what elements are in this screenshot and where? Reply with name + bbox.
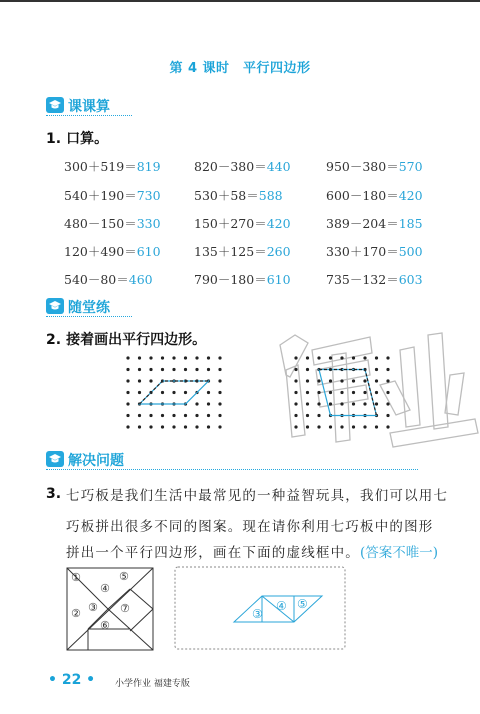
grid-dot xyxy=(149,425,152,428)
tangram-label-7: ⑦ xyxy=(120,602,130,615)
grid-dot xyxy=(294,414,297,417)
question-title: 口算。 xyxy=(66,131,109,147)
grid-dot xyxy=(195,402,198,405)
calc-answer: 420 xyxy=(266,216,291,231)
grid-dot xyxy=(363,425,366,428)
grid-dot xyxy=(317,391,320,394)
grid-dot xyxy=(195,425,198,428)
calc-answer: 420 xyxy=(398,188,423,203)
question-number: 3. xyxy=(46,486,62,502)
tangram-label-1: ① xyxy=(71,571,81,584)
grid-dot xyxy=(195,368,198,371)
grid-dot xyxy=(138,356,141,359)
grid-dot xyxy=(149,379,152,382)
grid-dot xyxy=(386,414,389,417)
question-text: 拼出一个平行四边形，画在下面的虚线框中。 xyxy=(66,545,360,561)
calc-answer: 730 xyxy=(136,188,161,203)
grid-dot xyxy=(149,368,152,371)
grid-dot xyxy=(340,356,343,359)
grid-dot xyxy=(138,425,141,428)
grid-dot xyxy=(218,356,221,359)
grid-dot xyxy=(138,379,141,382)
grid-dot xyxy=(317,356,320,359)
grid-dot xyxy=(375,356,378,359)
grid-dot xyxy=(161,391,164,394)
grid-dot xyxy=(306,402,309,405)
grid-dot xyxy=(363,402,366,405)
grid-dot xyxy=(352,402,355,405)
grid-dot xyxy=(317,425,320,428)
calc-expression: 300＋519＝ xyxy=(64,159,137,174)
grid-dot xyxy=(138,414,141,417)
grid-dot xyxy=(294,391,297,394)
grid-dot xyxy=(375,379,378,382)
grid-dot xyxy=(184,414,187,417)
grid-dot xyxy=(184,368,187,371)
grid-dot xyxy=(386,425,389,428)
calc-expression: 820－380＝ xyxy=(194,159,267,174)
grid-dot xyxy=(161,368,164,371)
grid-dot xyxy=(306,368,309,371)
given-sides-right xyxy=(319,370,377,416)
grid-dot xyxy=(340,391,343,394)
grid-dot xyxy=(329,425,332,428)
calc-answer: 610 xyxy=(136,244,161,259)
grid-dot xyxy=(126,391,129,394)
calc-expression: 540＋190＝ xyxy=(64,188,137,203)
grid-dot xyxy=(126,414,129,417)
calc-answer: 819 xyxy=(136,159,161,174)
grid-dot xyxy=(306,425,309,428)
grid-dot xyxy=(218,391,221,394)
tangram-label-3: ③ xyxy=(88,601,98,614)
grid-dot xyxy=(218,425,221,428)
calc-expression: 389－204＝ xyxy=(326,216,399,231)
grid-dot xyxy=(172,368,175,371)
question-3-number xyxy=(46,483,61,502)
grid-dot xyxy=(340,379,343,382)
grid-dot xyxy=(329,391,332,394)
grid-dot xyxy=(195,356,198,359)
grid-dot xyxy=(306,356,309,359)
grid-dot xyxy=(172,425,175,428)
grid-dot xyxy=(184,356,187,359)
calc-expression: 735－132＝ xyxy=(326,272,399,287)
question-3-line-1: 七巧板是我们生活中最常见的一种益智玩具，我们可以用七 xyxy=(66,488,449,504)
grid-dot xyxy=(184,391,187,394)
grid-dot xyxy=(340,402,343,405)
section-header-problem xyxy=(46,450,418,472)
question-3-line-3 xyxy=(66,541,438,561)
grid-dot xyxy=(126,425,129,428)
calc-expression: 135＋125＝ xyxy=(194,244,267,259)
grid-dot xyxy=(207,414,210,417)
grid-dot xyxy=(363,379,366,382)
calc-answer: 185 xyxy=(398,216,423,231)
grid-dot xyxy=(306,414,309,417)
calc-expression: 330＋170＝ xyxy=(326,244,399,259)
grid-dot xyxy=(149,356,152,359)
calc-expression: 600－180＝ xyxy=(326,188,399,203)
calc-expression: 950－380＝ xyxy=(326,159,399,174)
grid-dot xyxy=(294,379,297,382)
grid-dot xyxy=(306,391,309,394)
grid-dot xyxy=(218,368,221,371)
grid-dot xyxy=(294,402,297,405)
grid-dot xyxy=(352,356,355,359)
section-title: 课课算 xyxy=(68,99,110,115)
grid-dot xyxy=(195,414,198,417)
grid-dot xyxy=(149,414,152,417)
grid-dot xyxy=(375,425,378,428)
grid-dot xyxy=(352,425,355,428)
grid-dot xyxy=(207,402,210,405)
grid-dot xyxy=(294,356,297,359)
grid-dot xyxy=(340,425,343,428)
grid-dot xyxy=(138,368,141,371)
calc-expression: 480－150＝ xyxy=(64,216,137,231)
calc-expression: 540－80＝ xyxy=(64,272,129,287)
grid-dot xyxy=(386,379,389,382)
dot-grid-right xyxy=(294,356,389,428)
calc-answer: 330 xyxy=(136,216,161,231)
grid-dot xyxy=(126,368,129,371)
calc-answer: 588 xyxy=(258,188,283,203)
grid-dot xyxy=(294,368,297,371)
tangram-label-4: ④ xyxy=(100,582,110,595)
calc-answer: 610 xyxy=(266,272,291,287)
book-name: 小学作业 福建专版 xyxy=(115,679,190,689)
calc-expression: 120＋490＝ xyxy=(64,244,137,259)
grid-dot xyxy=(386,402,389,405)
grid-dot xyxy=(218,414,221,417)
grid-dot xyxy=(172,414,175,417)
calc-answer: 570 xyxy=(398,159,423,174)
grid-dot xyxy=(207,368,210,371)
grid-dot xyxy=(363,356,366,359)
grid-dot xyxy=(161,414,164,417)
grid-dot xyxy=(329,379,332,382)
grid-dot xyxy=(329,402,332,405)
grid-dot xyxy=(386,368,389,371)
grid-dot xyxy=(317,402,320,405)
grid-dot xyxy=(375,368,378,371)
grid-dot xyxy=(161,356,164,359)
grid-dot xyxy=(386,391,389,394)
tangram-label-6: ⑥ xyxy=(100,619,110,632)
lesson-title: 第 4 课时 平行四边形 xyxy=(169,61,311,76)
section-title: 解决问题 xyxy=(68,453,124,469)
section-dotted-rule xyxy=(46,469,418,470)
question-number: 1. xyxy=(46,131,62,147)
section-title: 随堂练 xyxy=(68,300,110,316)
calc-expression: 530＋58＝ xyxy=(194,188,259,203)
grid-dot xyxy=(218,379,221,382)
grid-dot xyxy=(126,379,129,382)
question-title: 接着画出平行四边形。 xyxy=(66,332,207,348)
answer-note: (答案不唯一) xyxy=(360,545,439,561)
question-3-line-2: 巧板拼出很多不同的图案。现在请你利用七巧板中的图形 xyxy=(66,519,434,535)
answer-frame xyxy=(174,566,346,650)
calc-expression: 150＋270＝ xyxy=(194,216,267,231)
calc-answer: 500 xyxy=(398,244,423,259)
graduation-cap-icon xyxy=(46,451,64,467)
parallelogram-completed-right xyxy=(319,370,377,416)
grid-dot xyxy=(161,425,164,428)
grid-dot xyxy=(329,356,332,359)
tangram-label-2: ② xyxy=(71,607,81,620)
calc-answer: 603 xyxy=(398,272,423,287)
page-number: • 22 • xyxy=(48,672,96,688)
calc-answer: 440 xyxy=(266,159,291,174)
grid-dot xyxy=(184,425,187,428)
grid-dot xyxy=(172,391,175,394)
grid-dot xyxy=(375,402,378,405)
calc-expression: 790－180＝ xyxy=(194,272,267,287)
tangram-label-5: ⑤ xyxy=(119,570,129,583)
grid-dot xyxy=(294,425,297,428)
grid-dot xyxy=(138,391,141,394)
answer-label-3: ③ xyxy=(252,607,263,621)
grid-dot xyxy=(306,379,309,382)
answer-label-4: ④ xyxy=(276,599,287,613)
grid-dot xyxy=(363,391,366,394)
grid-dot xyxy=(352,391,355,394)
answer-label-5: ⑤ xyxy=(297,597,308,611)
grid-dot xyxy=(207,425,210,428)
tangram-diagram xyxy=(66,567,156,653)
grid-dot xyxy=(207,356,210,359)
grid-dot xyxy=(126,402,129,405)
grid-dot xyxy=(317,414,320,417)
question-number: 2. xyxy=(46,332,62,348)
grid-dot xyxy=(317,379,320,382)
grid-dot xyxy=(218,402,221,405)
calc-answer: 260 xyxy=(266,244,291,259)
dot-grid-left xyxy=(126,356,221,428)
grid-dot xyxy=(375,391,378,394)
calc-answer: 460 xyxy=(128,272,153,287)
grid-dot xyxy=(207,391,210,394)
grid-dot xyxy=(352,379,355,382)
grid-dot xyxy=(172,356,175,359)
grid-dot xyxy=(386,356,389,359)
grid-dot xyxy=(126,356,129,359)
